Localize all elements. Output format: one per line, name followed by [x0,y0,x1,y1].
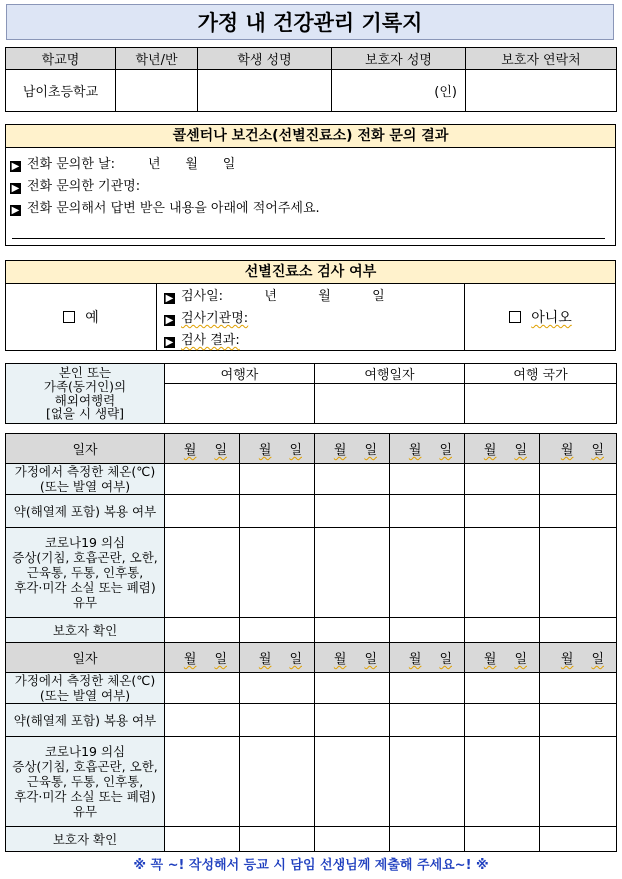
arrow-icon: ▶ [11,183,20,194]
log-entry-cell[interactable] [165,673,240,704]
date-cell[interactable] [390,643,465,673]
arrow-icon: ▶ [11,161,20,172]
day-label: 일 [214,652,227,667]
month-label: 월 [258,443,272,458]
month-label: 월 [183,652,197,667]
log-entry-cell[interactable] [540,827,617,852]
log-entry-cell[interactable] [165,495,240,528]
date-label: 일자 [6,434,165,464]
day-label: 일 [214,443,227,458]
guardian-name-field[interactable] [332,70,466,112]
guardian-check-row [6,827,617,852]
header-travel-date: 여행일자 [315,364,465,384]
medication-label: 약(해열제 포함) 복용 여부 [6,495,165,528]
log-entry-cell[interactable] [465,618,540,643]
test-section-heading-text: 선별진료소 검사 여부 [244,264,377,280]
medication-row [6,495,617,528]
student-info-table [5,47,617,112]
seal-mark: (인) [434,85,457,100]
day-label: 일 [289,443,302,458]
month-label: 월 [183,443,197,458]
date-cell[interactable] [240,643,315,673]
month-label: 월 [408,652,422,667]
day-label: 일 [514,443,527,458]
month-label: 월 [258,652,272,667]
log-entry-cell[interactable] [165,737,240,827]
log-entry-cell[interactable] [540,618,617,643]
log-entry-cell[interactable] [465,673,540,704]
log-entry-cell[interactable] [165,618,240,643]
screening-test-section [5,260,616,351]
date-cell[interactable] [165,434,240,464]
arrow-icon: ▶ [11,205,20,216]
test-date-line[interactable]: ▶ 검사일: 년 월 일 [165,289,385,304]
header-grade-class: 학년/반 [116,48,198,70]
travel-country-field[interactable] [465,384,617,424]
school-name-value: 남이초등학교 [6,70,116,112]
log-entry-cell[interactable] [390,673,465,704]
log-entry-cell[interactable] [315,704,390,737]
medication-row [6,704,617,737]
day-label: 일 [364,652,377,667]
log-entry-cell[interactable] [540,737,617,827]
medication-label: 약(해열제 포함) 복용 여부 [6,704,165,737]
call-result-section [5,124,616,246]
log-entry-cell[interactable] [540,464,617,495]
log-entry-cell[interactable] [315,495,390,528]
log-entry-cell[interactable] [390,464,465,495]
log-entry-cell[interactable] [315,737,390,827]
header-guardian-contact: 보호자 연락처 [466,48,617,70]
call-section-heading-text: 콜센터나 보건소(선별진료소) 전화 문의 결과 [172,128,449,144]
footer-notice: ※ 꼭 ~! 작성해서 등교 시 담임 선생님께 제출해 주세요~! ※ [133,858,489,873]
log-entry-cell[interactable] [240,673,315,704]
log-entry-cell[interactable] [390,618,465,643]
checkbox-yes[interactable] [63,311,75,323]
log-entry-cell[interactable] [465,827,540,852]
travel-label: 본인 또는 가족(동거인)의 해외여행력 [없을 시 생략] [6,364,165,424]
day-label: 일 [439,443,452,458]
log-entry-cell[interactable] [165,827,240,852]
log-entry-cell[interactable] [165,528,240,618]
test-yes-option[interactable]: 예 [6,284,157,350]
arrow-icon: ▶ [165,293,174,304]
log-entry-cell[interactable] [315,618,390,643]
month-label: 월 [483,652,497,667]
symptoms-label: 코로나19 의심 증상(기침, 호흡곤란, 오한, 근육통, 두통, 인후통, 후각·미각 소실 또는 폐렴) 유무 [6,528,165,618]
header-student-name: 학생 성명 [198,48,332,70]
test-section-heading [6,261,615,284]
date-cell[interactable] [540,643,617,673]
log-entry-cell[interactable] [465,528,540,618]
day-label: 일 [364,443,377,458]
call-agency-line[interactable]: ▶ 전화 문의한 기관명: [11,179,141,194]
log-entry-cell[interactable] [315,464,390,495]
log-entry-cell[interactable] [390,827,465,852]
date-cell[interactable] [390,434,465,464]
header-traveler: 여행자 [165,364,315,384]
header-school: 학교명 [6,48,116,70]
month-label: 월 [333,443,347,458]
symptoms-label: 코로나19 의심 증상(기침, 호흡곤란, 오한, 근육통, 두통, 인후통, 후각·미각 소실 또는 폐렴) 유무 [6,737,165,827]
log-entry-cell[interactable] [240,464,315,495]
log-entry-cell[interactable] [465,737,540,827]
log-entry-cell[interactable] [390,704,465,737]
temperature-label: 가정에서 측정한 체온(℃) (또는 발열 여부) [6,673,165,704]
month-label: 월 [560,443,574,458]
log-entry-cell[interactable] [165,704,240,737]
day-label: 일 [289,652,302,667]
log-entry-cell[interactable] [465,704,540,737]
month-label: 월 [333,652,347,667]
travel-history-table [5,363,617,424]
grade-class-field[interactable] [116,70,198,112]
log-entry-cell[interactable] [540,495,617,528]
log-entry-cell[interactable] [240,495,315,528]
log-entry-cell[interactable] [240,618,315,643]
date-cell[interactable] [540,434,617,464]
daily-health-log-table [5,433,617,852]
log-entry-cell[interactable] [315,673,390,704]
log-entry-cell[interactable] [240,704,315,737]
day-label: 일 [514,652,527,667]
call-section-heading [6,125,615,148]
day-label: 일 [591,443,604,458]
date-label: 일자 [6,643,165,673]
guardian-check-row [6,618,617,643]
month-label: 월 [483,443,497,458]
page-title: 가정 내 건강관리 기록지 [6,4,614,40]
test-agency-line[interactable]: ▶ 검사기관명: [165,311,249,326]
checkbox-no[interactable] [509,311,521,323]
call-date-line[interactable]: ▶ 전화 문의한 날: 년 월 일 [11,157,236,172]
log-entry-cell[interactable] [315,827,390,852]
arrow-icon: ▶ [165,315,174,326]
log-entry-cell[interactable] [390,528,465,618]
traveler-field[interactable] [165,384,315,424]
guardian-check-label: 보호자 확인 [6,618,165,643]
log-entry-cell[interactable] [240,528,315,618]
temperature-row [6,673,617,704]
log-entry-cell[interactable] [540,528,617,618]
date-cell[interactable] [465,434,540,464]
student-name-field[interactable] [198,70,332,112]
log-entry-cell[interactable] [540,704,617,737]
date-cell[interactable] [165,643,240,673]
month-label: 월 [408,443,422,458]
answer-underline [12,238,605,239]
date-cell[interactable] [465,643,540,673]
log-entry-cell[interactable] [540,673,617,704]
log-entry-cell[interactable] [465,464,540,495]
symptoms-row [6,528,617,618]
test-no-option[interactable]: 아니오 [464,284,616,350]
header-guardian-name: 보호자 성명 [332,48,466,70]
test-result-line[interactable]: ▶ 검사 결과: [165,333,240,348]
day-label: 일 [439,652,452,667]
call-answer-line[interactable]: ▶ 전화 문의해서 답변 받은 내용을 아래에 적어주세요. [11,201,320,216]
date-cell[interactable] [315,434,390,464]
header-travel-country: 여행 국가 [465,364,617,384]
log-entry-cell[interactable] [390,737,465,827]
month-label: 월 [560,652,574,667]
arrow-icon: ▶ [165,337,174,348]
day-label: 일 [591,652,604,667]
guardian-contact-field[interactable] [466,70,617,112]
log-entry-cell[interactable] [240,827,315,852]
log-entry-cell[interactable] [240,737,315,827]
log-entry-cell[interactable] [165,464,240,495]
guardian-check-label: 보호자 확인 [6,827,165,852]
log-entry-cell[interactable] [390,495,465,528]
log-entry-cell[interactable] [315,528,390,618]
symptoms-row [6,737,617,827]
travel-date-field[interactable] [315,384,465,424]
date-cell[interactable] [315,643,390,673]
log-entry-cell[interactable] [465,495,540,528]
date-cell[interactable] [240,434,315,464]
temperature-label: 가정에서 측정한 체온(℃) (또는 발열 여부) [6,464,165,495]
temperature-row [6,464,617,495]
